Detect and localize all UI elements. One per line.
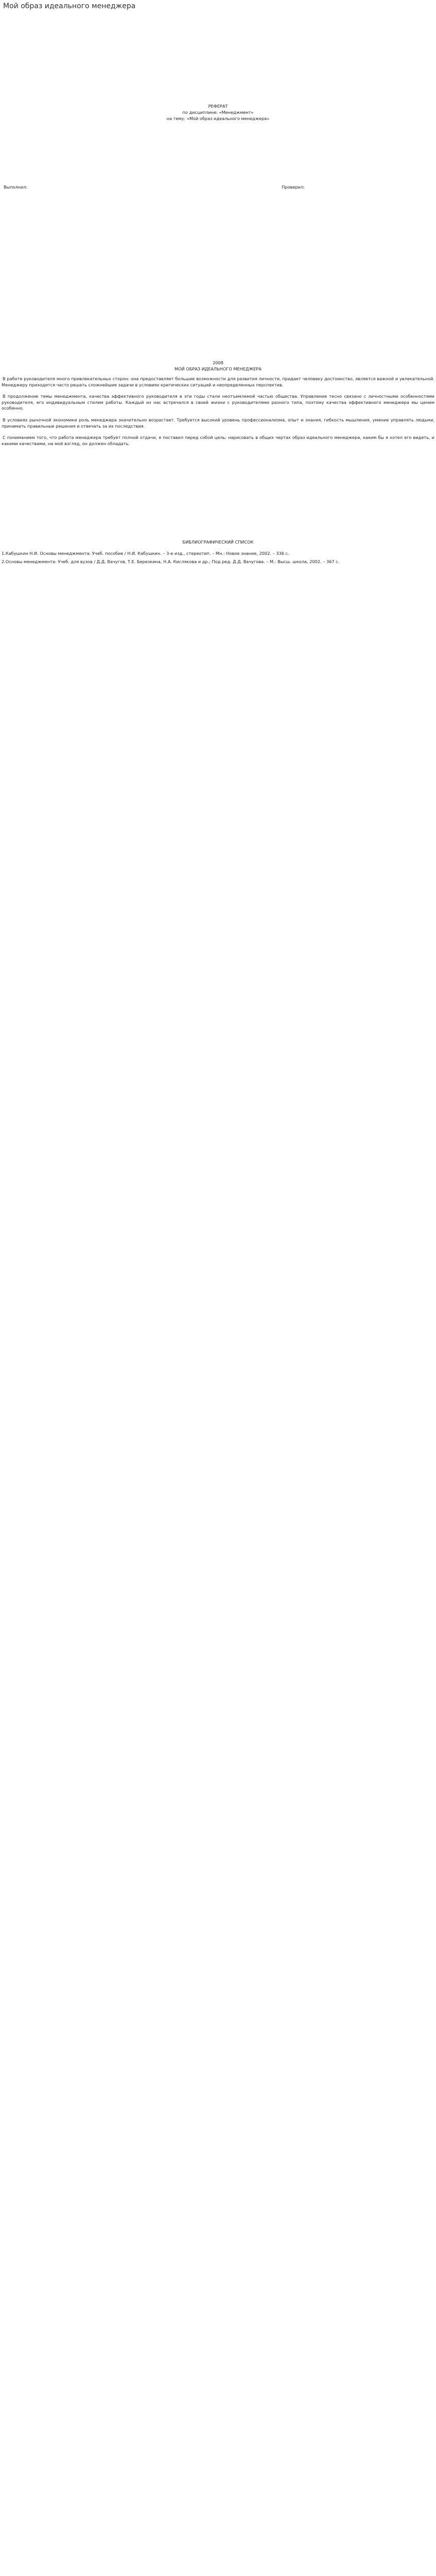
body-paragraph: В условиях рыночной экономики роль менеджера значительно возрастает. Требуется высокий уровень профессионализма, опыт и знания, гибкость мышления, умение управлять людьми, принимать правильные решения и отвечать за их последствия.	[2, 417, 434, 429]
report-discipline: по дисциплине: «Менеджмент»	[182, 110, 254, 115]
bibliography-list	[2, 551, 434, 565]
report-topic: на тему: «Мой образ идеального менеджера»	[166, 116, 270, 121]
document-body	[0, 10, 436, 578]
signature-row	[2, 184, 434, 190]
bibliography-title: БИБЛИОГРАФИЧЕСКИЙ СПИСОК	[182, 539, 254, 545]
section-heading: МОЙ ОБРАЗ ИДЕАЛЬНОГО МЕНЕДЖЕРА	[175, 366, 261, 371]
body-paragraph: В продолжение темы менеджмента, качества эффективного руководителя в эти годы стали неотъемлемой частью общества. Управление тесно связано с личностными особенностями руководителя, его индивидуальным стилем работы. Каждый из нас встречался в своей жизни с руководителями разного типа, поэтому качества эффективного менеджера мы ценим особенно.	[2, 394, 434, 411]
checked-label: Проверил:	[282, 184, 305, 190]
bibliography-item: 1.Кабушкин Н.И. Основы менеджмента: Учеб. пособие / Н.И. Кабушкин. – 3-е изд., стереотип. – Мн.: Новое знание, 2002. – 336 с.	[2, 551, 289, 556]
page-title: Мой образ идеального менеджера	[3, 2, 136, 10]
body-paragraph: В работе руководителя много привлекательных сторон: она предоставляет большие возможности для развития личности, придает человеку достоинство, является важной и увлекательной. Менеджеру приходится часто решать сложнейшие задачи в условиях критических ситуаций и неопределенных перспектив.	[2, 376, 434, 387]
body-paragraph: С пониманием того, что работа менеджера требует полной отдачи, я поставил перед собой цель: нарисовать в общих чертах образ идеального менеджера, каким бы я хотел его видеть, и какими качествами, на мой взгляд, он должен обладать.	[2, 435, 434, 446]
paragraphs	[2, 376, 434, 447]
performed-label: Выполнил:	[4, 184, 28, 190]
report-year: 2008	[213, 360, 223, 365]
report-type: РЕФЕРАТ	[208, 104, 228, 109]
bibliography-item: 2.Основы менеджмента: Учеб. для вузов / Д.Д. Вачугов, Т.Е. Березкина, Н.А. Кислякова и др.; Под ред. Д.Д. Вачугова. – М.: Высш. школа, 2002. – 367 с.	[2, 558, 340, 564]
